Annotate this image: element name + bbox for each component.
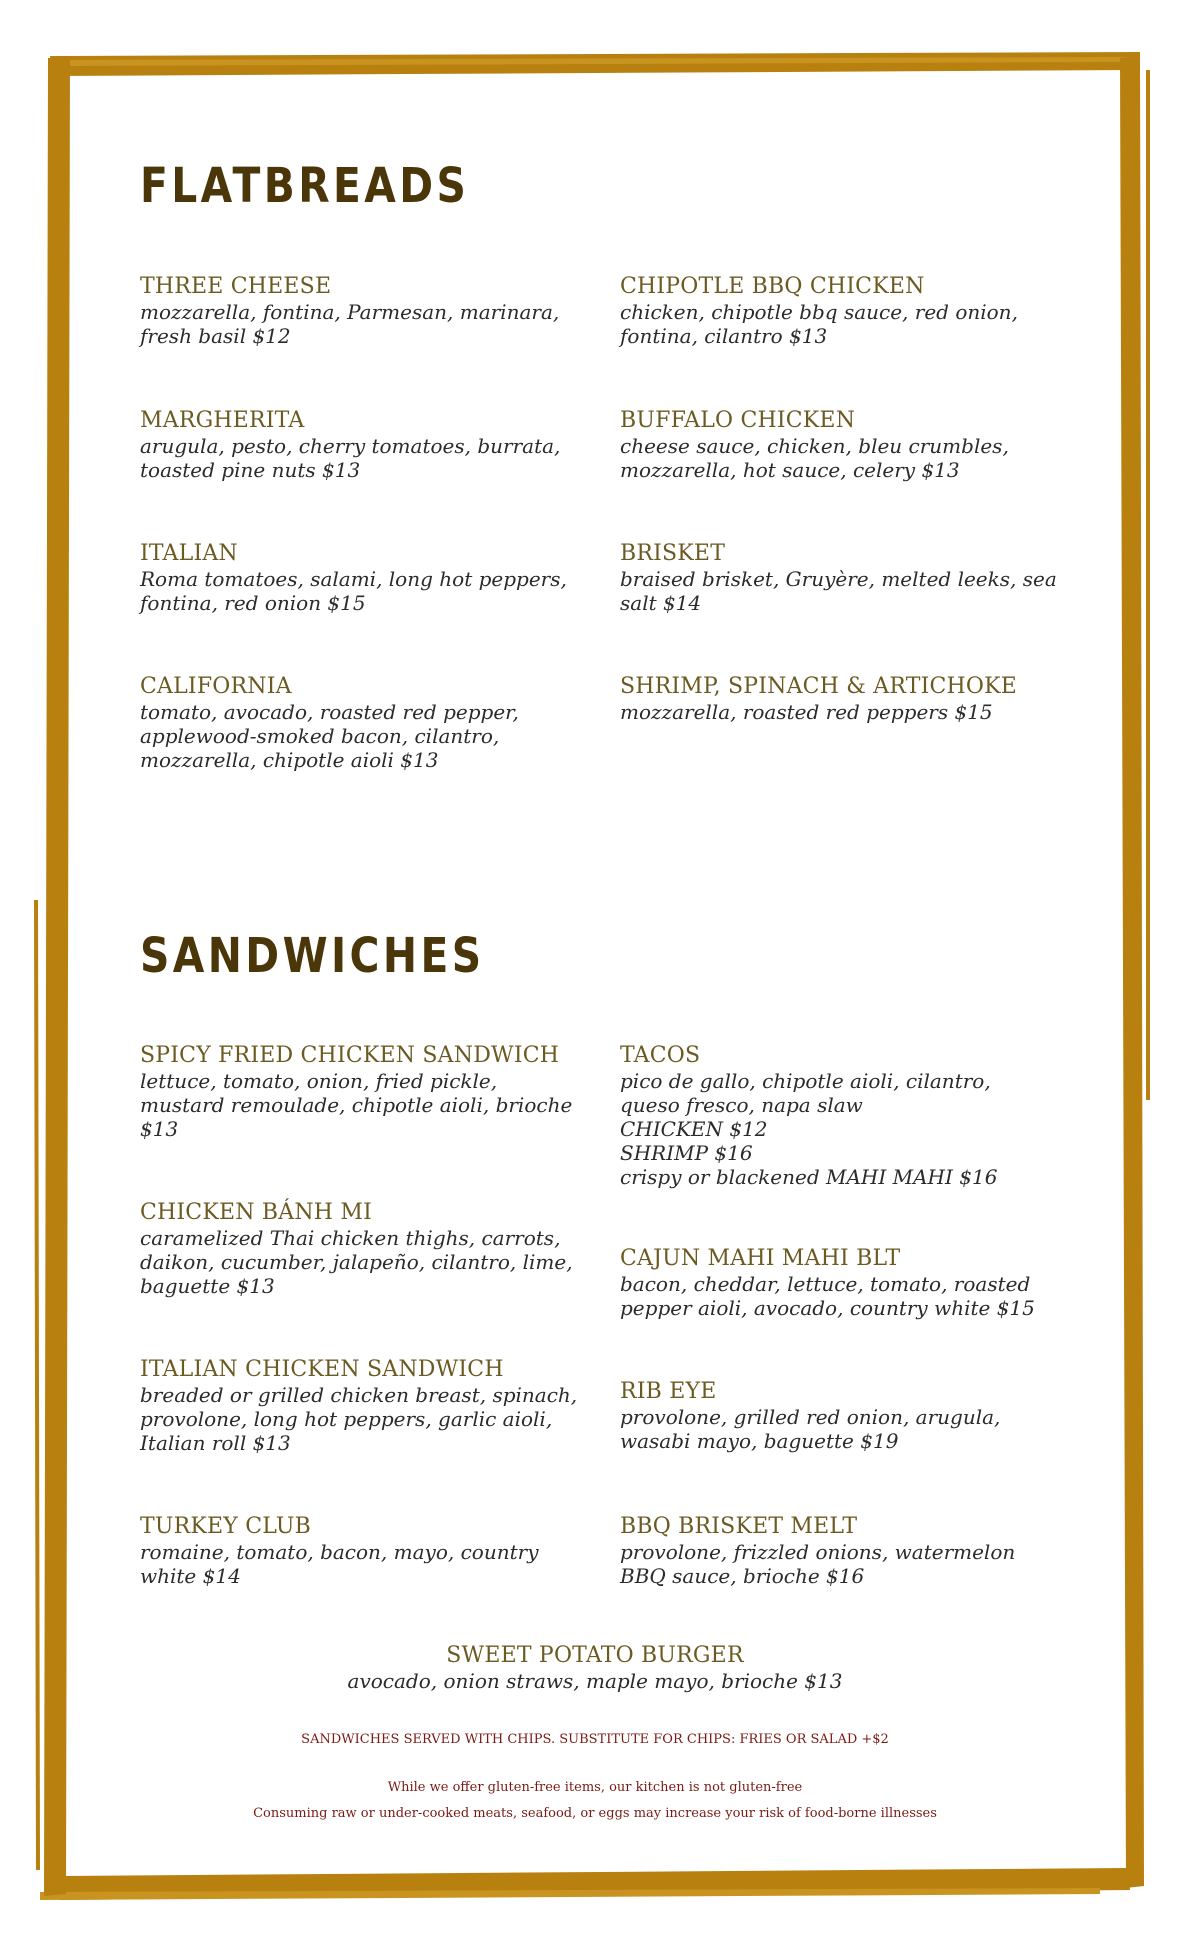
item-description	[620, 1272, 1060, 1320]
item-description	[620, 434, 1060, 482]
item-description	[140, 434, 580, 482]
item-name: BUFFALO CHICKEN	[620, 408, 856, 433]
menu-item	[620, 1379, 1060, 1453]
item-description	[140, 1069, 580, 1141]
item-description	[620, 567, 1060, 615]
item-name: CHIPOTLE BBQ CHICKEN	[620, 274, 925, 299]
item-name: SWEET POTATO BURGER	[446, 1643, 744, 1668]
description-line: provolone, frizzled onions, watermelon	[620, 1540, 1016, 1564]
menu-item	[620, 1043, 1060, 1189]
description-line: fontina, cilantro $13	[620, 324, 828, 348]
description-line: romaine, tomato, bacon, mayo, country	[140, 1540, 539, 1564]
item-name: ITALIAN	[140, 541, 238, 566]
description-line: Roma tomatoes, salami, long hot peppers,	[140, 567, 567, 591]
description-line: Italian roll $13	[140, 1431, 291, 1455]
item-description	[140, 300, 580, 348]
description-line: breaded or grilled chicken breast, spinach,	[140, 1383, 578, 1407]
item-name: BBQ BRISKET MELT	[620, 1514, 858, 1539]
menu-item	[140, 408, 580, 482]
menu-item	[620, 408, 1060, 482]
description-line: crispy or blackened MAHI MAHI $16	[620, 1165, 998, 1189]
item-name: THREE CHEESE	[140, 274, 332, 299]
item-description	[140, 700, 580, 772]
item-name: SHRIMP, SPINACH & ARTICHOKE	[620, 674, 1018, 699]
description-line: $13	[140, 1117, 179, 1141]
description-line: CHICKEN $12	[620, 1117, 768, 1141]
description-line: queso fresco, napa slaw	[620, 1093, 863, 1117]
description-line: pepper aioli, avocado, country white $15	[620, 1296, 1035, 1320]
menu-item	[140, 1043, 580, 1141]
description-line: fontina, red onion $15	[140, 591, 366, 615]
menu-item	[140, 274, 580, 348]
description-line: mozzarella, hot sauce, celery $13	[620, 458, 960, 482]
item-description	[620, 700, 1060, 724]
item-description: avocado, onion straws, maple mayo, brioche $13	[347, 1669, 843, 1693]
description-line: white $14	[140, 1564, 241, 1588]
item-description	[620, 1405, 1060, 1453]
description-line: mozzarella, chipotle aioli $13	[140, 748, 439, 772]
menu-item	[140, 541, 580, 615]
featured-item	[0, 1643, 1190, 1693]
flatbreads-heading: FLATBREADS	[140, 158, 470, 214]
menu-item	[620, 274, 1060, 348]
menu-item	[140, 674, 580, 772]
item-name: CAJUN MAHI MAHI BLT	[620, 1246, 901, 1271]
item-name: ITALIAN CHICKEN SANDWICH	[140, 1357, 504, 1382]
item-name: SPICY FRIED CHICKEN SANDWICH	[140, 1043, 560, 1068]
item-description	[140, 1540, 580, 1588]
description-line: BBQ sauce, brioche $16	[620, 1564, 865, 1588]
item-description	[140, 1226, 580, 1298]
item-name: MARGHERITA	[140, 408, 305, 433]
description-line: mozzarella, fontina, Parmesan, marinara,	[140, 300, 560, 324]
description-line: bacon, cheddar, lettuce, tomato, roasted	[620, 1272, 1031, 1296]
item-description	[140, 567, 580, 615]
item-name: CALIFORNIA	[140, 674, 292, 699]
menu-item	[620, 1246, 1060, 1320]
description-line: toasted pine nuts $13	[140, 458, 361, 482]
description-line: cheese sauce, chicken, bleu crumbles,	[620, 434, 1009, 458]
menu-item	[140, 1357, 580, 1455]
menu-item	[620, 674, 1060, 724]
description-line: pico de gallo, chipotle aioli, cilantro,	[620, 1069, 991, 1093]
description-line: salt $14	[620, 591, 702, 615]
sandwiches-heading: SANDWICHES	[140, 928, 485, 984]
description-line: caramelized Thai chicken thighs, carrots,	[140, 1226, 561, 1250]
description-line: arugula, pesto, cherry tomatoes, burrata,	[140, 434, 561, 458]
item-name: TACOS	[620, 1043, 701, 1068]
item-name: RIB EYE	[620, 1379, 717, 1404]
description-line: braised brisket, Gruyère, melted leeks, sea	[620, 567, 1057, 591]
menu-item	[140, 1514, 580, 1588]
description-line: daikon, cucumber, jalapeño, cilantro, lime,	[140, 1250, 573, 1274]
description-line: provolone, long hot peppers, garlic aioli,	[140, 1407, 553, 1431]
description-line: SHRIMP $16	[620, 1141, 753, 1165]
description-line: tomato, avocado, roasted red pepper,	[140, 700, 519, 724]
description-line: chicken, chipotle bbq sauce, red onion,	[620, 300, 1018, 324]
item-name: TURKEY CLUB	[140, 1514, 311, 1539]
menu-item	[620, 1514, 1060, 1588]
description-line: mustard remoulade, chipotle aioli, brioche	[140, 1093, 573, 1117]
description-line: lettuce, tomato, onion, fried pickle,	[140, 1069, 498, 1093]
menu-item	[620, 541, 1060, 615]
menu-item	[140, 1200, 580, 1298]
item-description	[140, 1383, 580, 1455]
item-name: BRISKET	[620, 541, 726, 566]
description-line: applewood-smoked bacon, cilantro,	[140, 724, 500, 748]
item-description	[620, 1540, 1060, 1588]
chips-note: SANDWICHES SERVED WITH CHIPS. SUBSTITUTE FOR CHIPS: FRIES OR SALAD +$2	[301, 1732, 889, 1747]
item-name: CHICKEN BÁNH MI	[140, 1200, 372, 1225]
description-line: mozzarella, roasted red peppers $15	[620, 700, 993, 724]
description-line: wasabi mayo, baguette $19	[620, 1429, 899, 1453]
item-description	[620, 1069, 1060, 1189]
description-line: fresh basil $12	[140, 324, 291, 348]
item-description	[620, 300, 1060, 348]
description-line: baguette $13	[140, 1274, 275, 1298]
raw-food-note: Consuming raw or under-cooked meats, seafood, or eggs may increase your risk of food-borne illnesses	[253, 1806, 937, 1821]
gluten-note: While we offer gluten-free items, our kitchen is not gluten-free	[387, 1780, 803, 1795]
description-line: provolone, grilled red onion, arugula,	[620, 1405, 1001, 1429]
